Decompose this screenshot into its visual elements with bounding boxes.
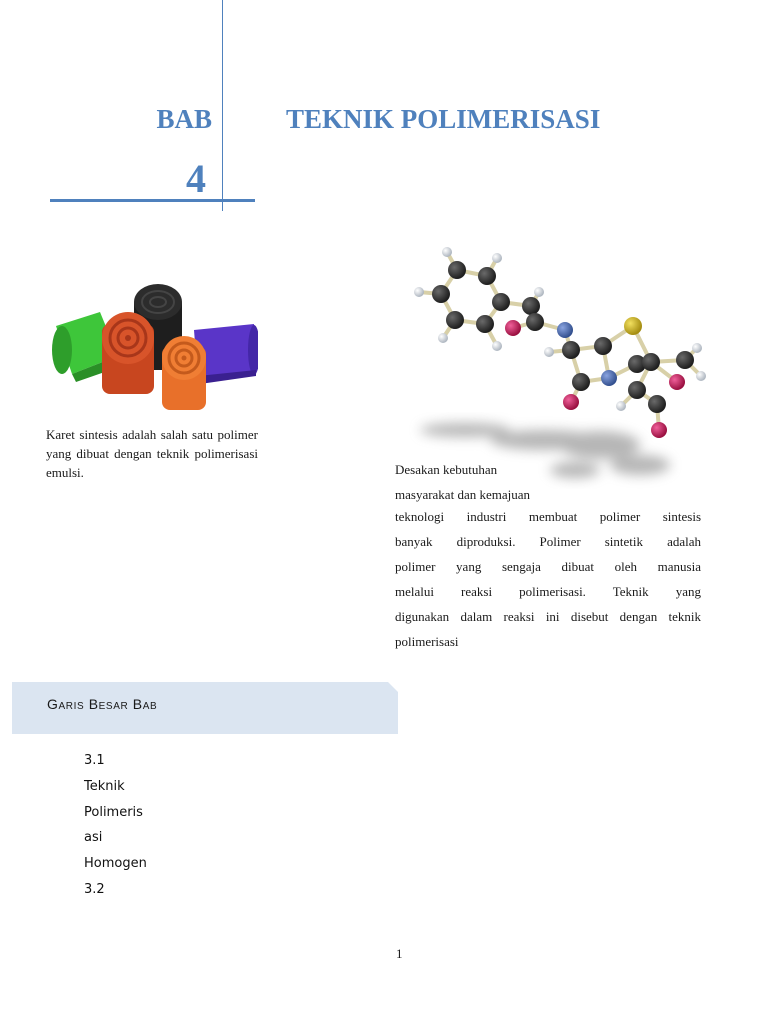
outline-item: 3.2 [84,881,105,897]
orange-rubber-roll [162,336,206,410]
intro-line: teknologi industri membuat polimer sintesis [395,509,701,524]
outline-item: Homogen [84,856,147,872]
intro-line: melalui reaksi polimerisasi. Teknik yang [395,584,701,599]
intro-line: polimer yang sengaja dibuat oleh manusia [395,559,701,574]
outline-item: Polimeris [84,804,143,820]
header-vertical-rule [222,0,223,211]
chapter-title: TEKNIK POLIMERISASI [286,104,601,134]
intro-line: Desakan kebutuhan [395,462,498,477]
chapter-label: BAB [156,104,212,134]
molecule-atoms [414,247,706,438]
intro-line: digunakan dalam reaksi ini disebut dengan teknik [395,609,701,624]
intro-line: polimerisasi [395,634,459,649]
red-rubber-roll [102,312,154,394]
synthetic-rubber-image [48,278,258,418]
outline-item: Teknik [84,778,125,794]
intro-paragraph-opening [395,457,530,507]
chapter-number: 4 [186,156,206,201]
outline-item: asi [84,830,103,846]
chapter-outline-list [84,748,147,903]
intro-line: masyarakat dan kemajuan [395,487,530,502]
outline-heading: Garis Besar Bab [47,696,158,712]
intro-paragraph [395,504,701,654]
intro-line: banyak diproduksi. Polimer sintetik adalah [395,534,701,549]
rubber-caption: Karet sintesis adalah salah satu polimer yang dibuat dengan teknik polimerisasi emulsi. [46,427,258,480]
page-number: 1 [396,946,403,961]
outline-item: 3.1 [84,753,105,768]
